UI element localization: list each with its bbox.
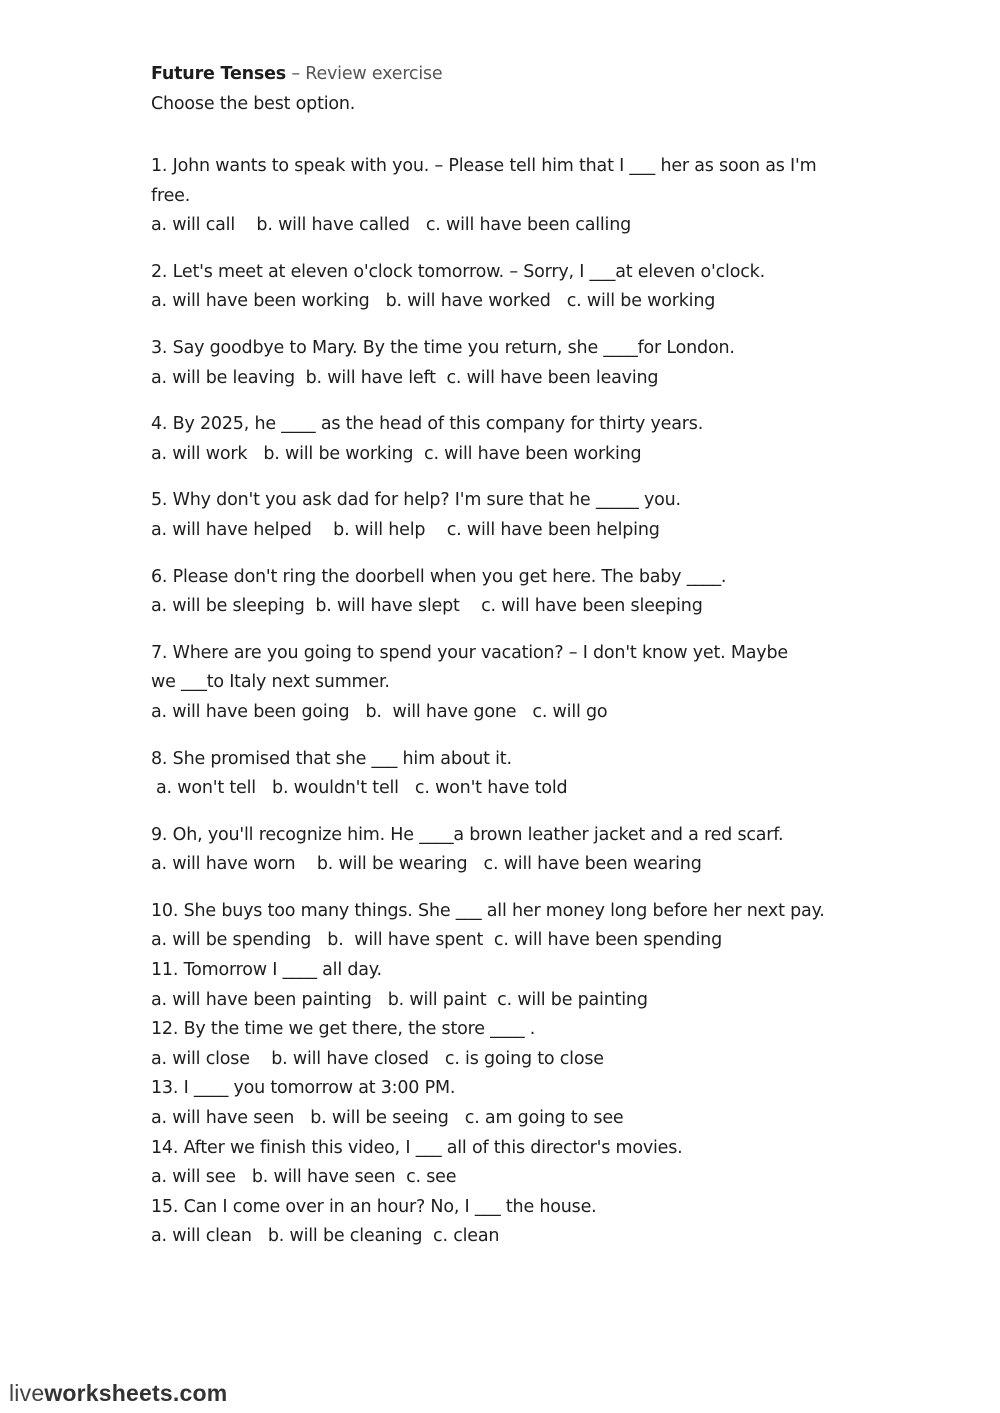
- question-item: [151, 1015, 851, 1074]
- instruction-text: Choose the best option.: [151, 94, 356, 114]
- question-options: a. will have worn b. will be wearing c. will have been wearing: [151, 854, 702, 875]
- question-item: [151, 1074, 851, 1133]
- question-item: [151, 639, 851, 728]
- question-item: [151, 410, 851, 469]
- question-text: 15. Can I come over in an hour? No, I ___ the house.: [151, 1196, 597, 1217]
- question-options: a. will see b. will have seen c. see: [151, 1167, 457, 1188]
- question-text: 9. Oh, you'll recognize him. He ____a brown leather jacket and a red scarf.: [151, 824, 784, 845]
- question-item: [151, 258, 851, 317]
- question-options: a. will work b. will be working c. will have been working: [151, 443, 642, 464]
- question-text: 11. Tomorrow I ____ all day.: [151, 960, 382, 981]
- question-item: [151, 486, 851, 545]
- question-text: 8. She promised that she ___ him about it.: [151, 748, 512, 769]
- question-item: [151, 1193, 851, 1252]
- question-text: 4. By 2025, he ____ as the head of this company for thirty years.: [151, 414, 704, 435]
- question-text: 6. Please don't ring the doorbell when you get here. The baby ____.: [151, 566, 727, 587]
- question-options: a. will have been working b. will have worked c. will be working: [151, 291, 716, 312]
- question-text: 7. Where are you going to spend your vacation? – I don't know yet. Maybe we ___to Italy next summer.: [151, 642, 788, 693]
- question-item: [151, 745, 851, 804]
- question-options: a. will have seen b. will be seeing c. am going to see: [151, 1108, 624, 1129]
- logo-light-part: live: [9, 1380, 45, 1406]
- question-text: 13. I ____ you tomorrow at 3:00 PM.: [151, 1078, 456, 1099]
- question-text: 14. After we finish this video, I ___ all of this director's movies.: [151, 1137, 683, 1158]
- question-options: a. will clean b. will be cleaning c. clean: [151, 1226, 500, 1247]
- question-options: a. will call b. will have called c. will have been calling: [151, 215, 631, 236]
- question-text: 5. Why don't you ask dad for help? I'm sure that he _____ you.: [151, 490, 681, 511]
- logo-bold-part: worksheets: [44, 1380, 173, 1406]
- liveworksheets-logo: [9, 1380, 227, 1407]
- question-item: [151, 152, 851, 241]
- question-options: a. will have helped b. will help c. will have been helping: [151, 519, 660, 540]
- question-options: a. will have been going b. will have gone c. will go: [151, 701, 608, 722]
- logo-tld-part: .com: [172, 1380, 228, 1406]
- question-text: 12. By the time we get there, the store ____ .: [151, 1019, 536, 1040]
- question-item: [151, 821, 851, 880]
- question-options: a. will have been painting b. will paint c. will be painting: [151, 989, 648, 1010]
- title-subtitle: – Review exercise: [286, 64, 443, 84]
- worksheet-title: [151, 62, 851, 92]
- question-item: [151, 956, 851, 1015]
- question-text: 3. Say goodbye to Mary. By the time you return, she ____for London.: [151, 337, 735, 358]
- question-item: [151, 563, 851, 622]
- question-options: a. will be sleeping b. will have slept c. will have been sleeping: [151, 596, 703, 617]
- question-item: [151, 897, 851, 956]
- question-text: 10. She buys too many things. She ___ all her money long before her next pay.: [151, 900, 825, 921]
- question-options: a. will be leaving b. will have left c. will have been leaving: [151, 367, 659, 388]
- question-text: 2. Let's meet at eleven o'clock tomorrow. – Sorry, I ___at eleven o'clock.: [151, 261, 765, 282]
- question-item: [151, 334, 851, 393]
- question-text: 1. John wants to speak with you. – Please tell him that I ___ her as soon as I'm free.: [151, 156, 817, 206]
- question-list: [151, 152, 851, 1252]
- question-item: [151, 1134, 851, 1193]
- title-main: Future Tenses: [151, 64, 286, 84]
- question-options: a. will close b. will have closed c. is going to close: [151, 1048, 604, 1069]
- question-options: a. will be spending b. will have spent c. will have been spending: [151, 930, 722, 951]
- worksheet: [151, 62, 851, 1252]
- question-options: a. won't tell b. wouldn't tell c. won't have told: [156, 778, 568, 799]
